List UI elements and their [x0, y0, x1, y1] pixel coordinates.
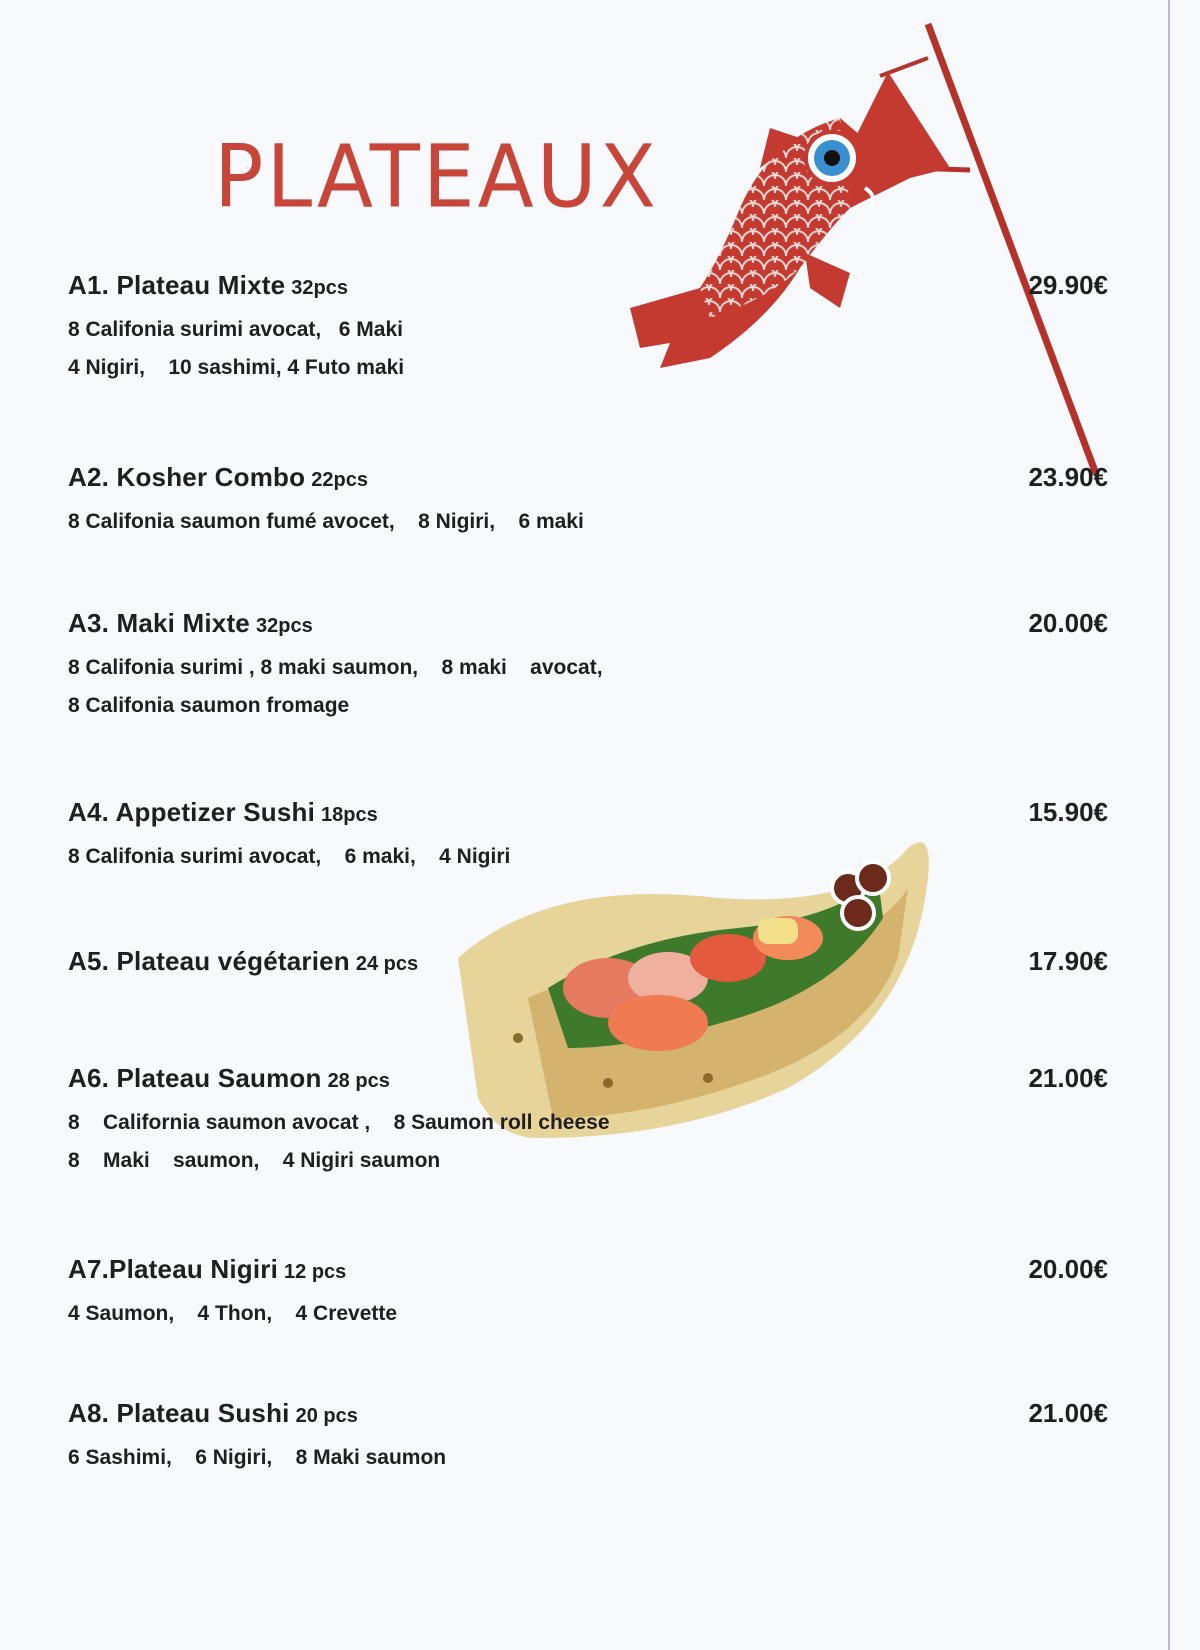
item-description: 8 Maki saumon, 4 Nigiri saumon	[68, 1149, 441, 1172]
item-description: 8 California saumon avocat , 8 Saumon roll cheese	[68, 1111, 610, 1134]
item-description: 4 Saumon, 4 Thon, 4 Crevette	[68, 1302, 398, 1325]
item-price: 17.90€	[1028, 946, 1108, 976]
menu-item-a1	[68, 270, 1108, 386]
item-description: 8 Califonia surimi avocat, 6 maki, 4 Nigiri	[68, 845, 511, 868]
item-pieces: 24 pcs	[355, 953, 419, 975]
item-pieces: 32pcs	[291, 277, 348, 299]
menu-item-a6	[68, 1063, 1108, 1179]
item-pieces: 32pcs	[255, 615, 313, 637]
item-description: 8 Califonia surimi , 8 maki saumon, 8 maki avocat,	[68, 656, 603, 679]
item-pieces: 22pcs	[311, 469, 368, 491]
item-price: 21.00€	[1028, 1398, 1108, 1428]
item-description: 8 Califonia saumon fumé avocet, 8 Nigiri, 6 maki	[68, 510, 584, 533]
item-description: 4 Nigiri, 10 sashimi, 4 Futo maki	[68, 356, 405, 379]
item-price: 20.00€	[1028, 1254, 1108, 1284]
menu-item-a7	[68, 1254, 1108, 1332]
item-pieces: 18pcs	[321, 804, 378, 826]
item-name: A5. Plateau végétarien	[68, 946, 350, 976]
item-pieces: 20 pcs	[295, 1405, 358, 1427]
item-description: 8 Califonia saumon fromage	[68, 694, 350, 717]
menu-item-a2	[68, 462, 1108, 540]
item-price: 21.00€	[1028, 1063, 1108, 1093]
item-name: A7.Plateau Nigiri	[68, 1254, 279, 1284]
item-price: 20.00€	[1028, 608, 1108, 638]
item-price: 29.90€	[1028, 270, 1108, 300]
item-description: 8 Califonia surimi avocat, 6 Maki	[68, 318, 403, 341]
item-name: A2. Kosher Combo	[68, 462, 306, 492]
item-name: A4. Appetizer Sushi	[68, 797, 315, 827]
menu-item-a8	[68, 1398, 1108, 1476]
menu-item-a3	[68, 608, 1108, 724]
item-name: A3. Maki Mixte	[68, 608, 250, 638]
item-name: A8. Plateau Sushi	[68, 1398, 290, 1428]
item-pieces: 12 pcs	[284, 1261, 347, 1283]
item-pieces: 28 pcs	[327, 1070, 390, 1092]
page-title: PLATEAUX	[214, 127, 659, 228]
item-price: 23.90€	[1028, 462, 1108, 492]
koinobori-fish-illustration	[610, 18, 1170, 488]
menu-item-a5	[68, 946, 1108, 986]
menu-item-a4	[68, 797, 1108, 875]
item-price: 15.90€	[1028, 797, 1108, 827]
item-name: A6. Plateau Saumon	[68, 1063, 322, 1093]
item-description: 6 Sashimi, 6 Nigiri, 8 Maki saumon	[68, 1446, 447, 1469]
item-name: A1. Plateau Mixte	[68, 270, 286, 300]
